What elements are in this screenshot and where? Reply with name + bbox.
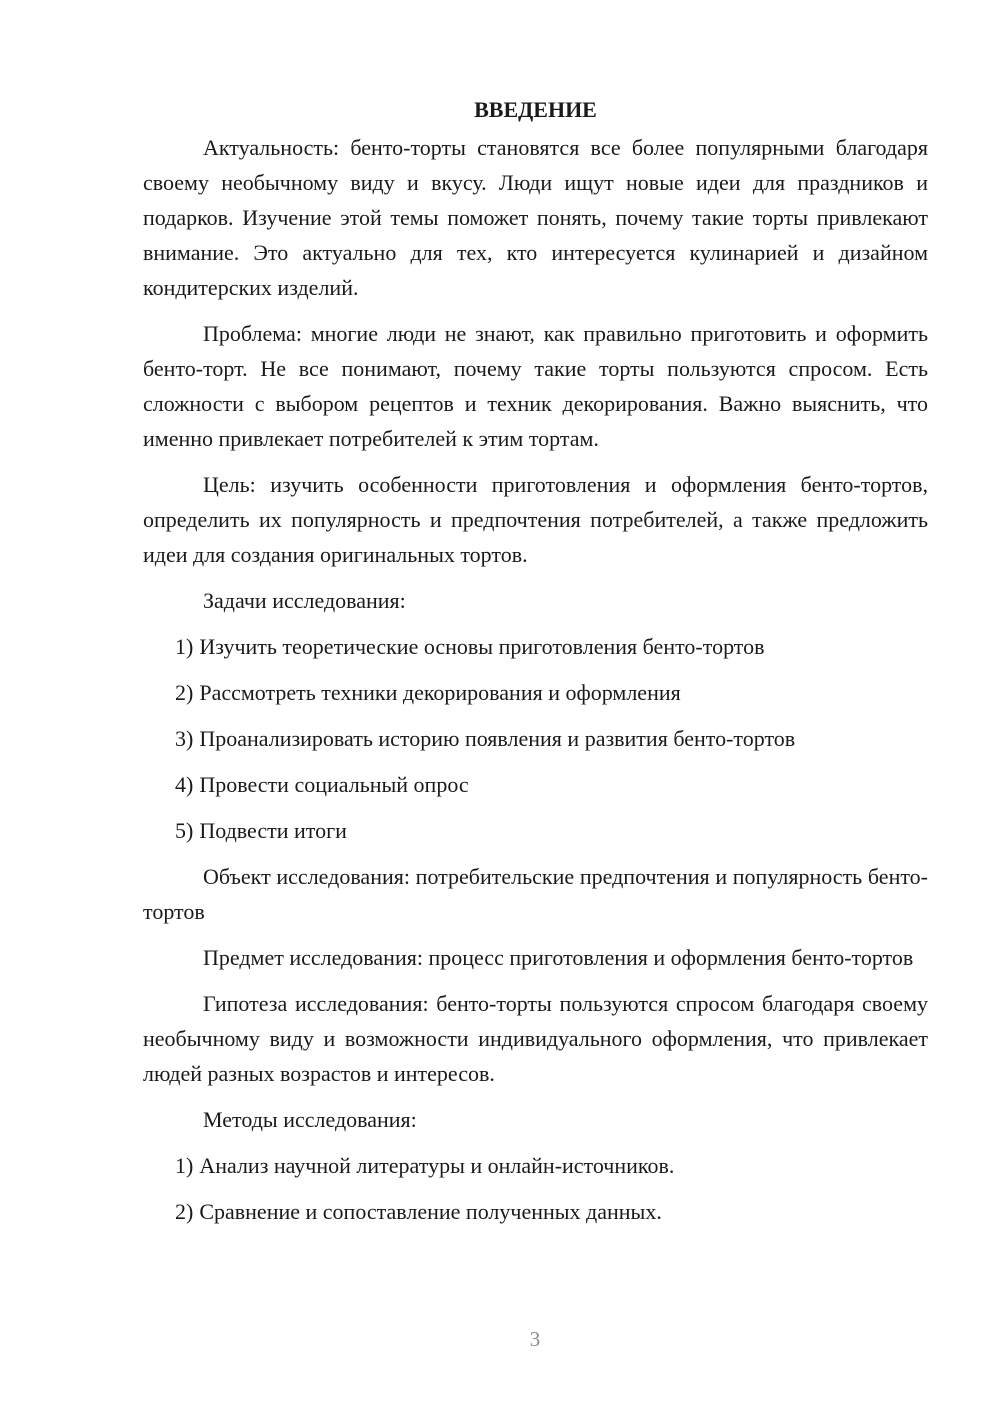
- list-item-text: Провести социальный опрос: [199, 772, 469, 797]
- document-page: [143, 92, 928, 1240]
- list-item: [143, 629, 928, 664]
- list-item-number: 4): [175, 772, 194, 797]
- list-item-text: Рассмотреть техники декорирования и оформления: [199, 680, 681, 705]
- subject-paragraph: Предмет исследования: процесс приготовления и оформления бенто-тортов: [203, 945, 914, 970]
- list-item-number: 3): [175, 726, 194, 751]
- list-item-number: 5): [175, 818, 194, 843]
- tasks-heading: Задачи исследования:: [203, 588, 406, 613]
- list-item: [143, 721, 928, 756]
- list-item: [143, 1194, 928, 1229]
- object-paragraph: Объект исследования: потребительские предпочтения и популярность бенто-тортов: [143, 864, 928, 924]
- hypothesis-paragraph: Гипотеза исследования: бенто-торты пользуются спросом благодаря своему необычному виду и возможности индивидуального оформления, что привлекает людей разных возрастов и интересов.: [143, 991, 928, 1086]
- methods-heading: Методы исследования:: [203, 1107, 417, 1132]
- list-item-text: Проанализировать историю появления и развития бенто-тортов: [199, 726, 796, 751]
- problem-paragraph: Проблема: многие люди не знают, как правильно приготовить и оформить бенто-торт. Не все понимают, почему такие торты пользуются спросом. Есть сложности с выбором рецептов и техник декорирования. Важно выяснить, что именно привлекает потребителей к этим тортам.: [143, 321, 928, 451]
- list-item-text: Сравнение и сопоставление полученных данных.: [199, 1199, 662, 1224]
- page-title: ВВЕДЕНИЕ: [474, 97, 597, 122]
- list-item-text: Изучить теоретические основы приготовления бенто-тортов: [199, 634, 765, 659]
- list-item-text: Подвести итоги: [199, 818, 347, 843]
- list-item: [143, 675, 928, 710]
- methods-list: [143, 1148, 928, 1229]
- goal-paragraph: Цель: изучить особенности приготовления и оформления бенто-тортов, определить их популярность и предпочтения потребителей, а также предложить идеи для создания оригинальных тортов.: [143, 472, 928, 567]
- list-item: [143, 813, 928, 848]
- list-item-number: 2): [175, 680, 194, 705]
- page-number: 3: [529, 1327, 541, 1351]
- list-item: [143, 1148, 928, 1183]
- list-item-number: 1): [175, 634, 194, 659]
- list-item: [143, 767, 928, 802]
- list-item-number: 2): [175, 1199, 194, 1224]
- list-item-text: Анализ научной литературы и онлайн-источников.: [199, 1153, 675, 1178]
- relevance-paragraph: Актуальность: бенто-торты становятся все более популярными благодаря своему необычному виду и вкусу. Люди ищут новые идеи для праздников и подарков. Изучение этой темы поможет понять, почему такие торты привлекают внимание. Это актуально для тех, кто интересуется кулинарией и дизайном кондитерских изделий.: [143, 135, 928, 300]
- list-item-number: 1): [175, 1153, 194, 1178]
- tasks-list: [143, 629, 928, 848]
